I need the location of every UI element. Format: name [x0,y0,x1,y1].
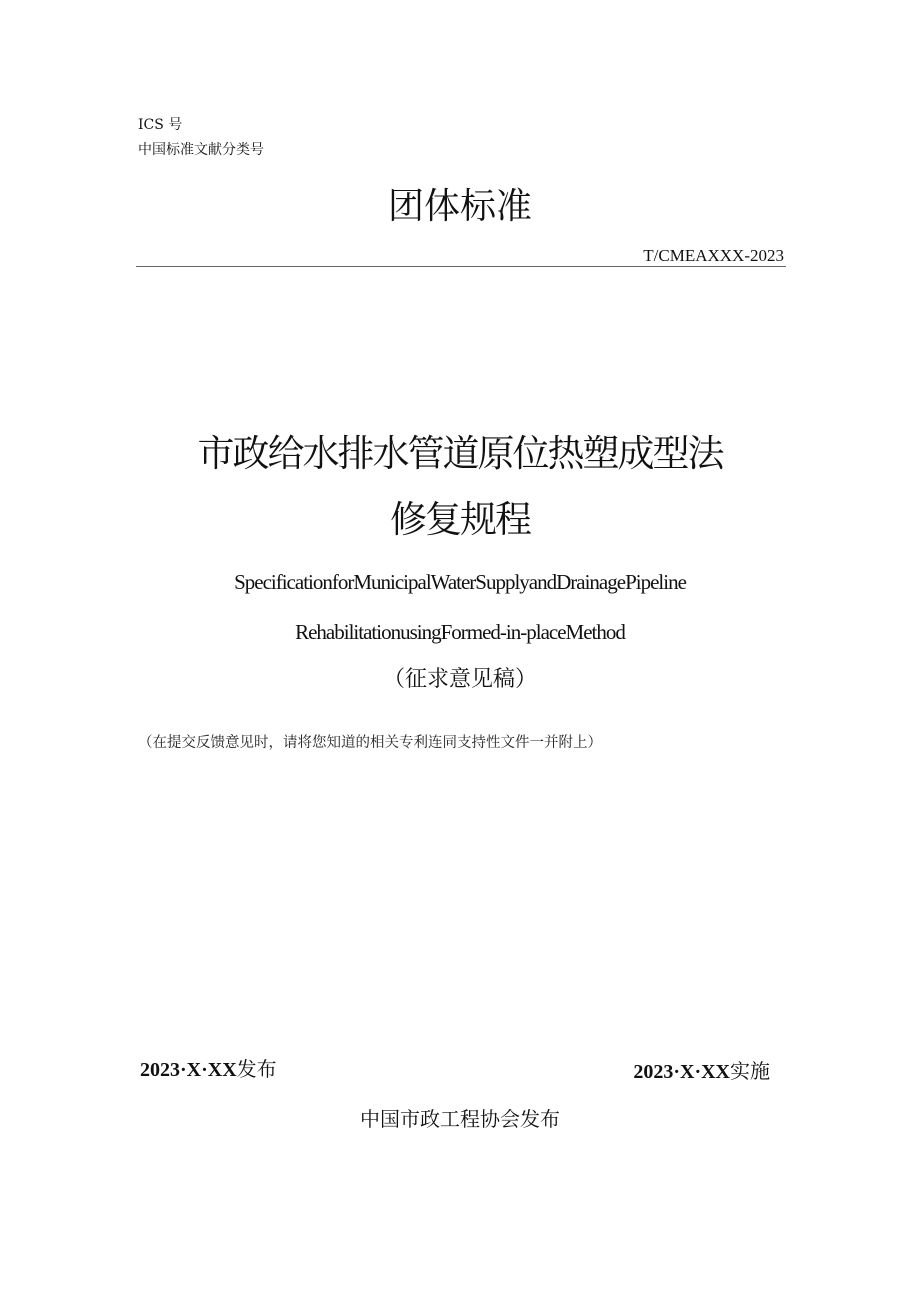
standard-type: 团体标准 [387,186,532,227]
title-en-line-2: RehabilitationusingFormed-in-placeMethod [295,620,625,644]
implementation-date [633,1058,770,1086]
issue-label: 发布 [236,1059,277,1081]
implementation-label: 实施 [730,1061,770,1083]
draft-status: （征求意见稿） [382,667,537,692]
title-en-line-1: SpecificationforMunicipalWaterSupplyandDrainagePipeline [234,570,686,594]
header-divider [136,266,786,267]
title-zh-line-2: 修复规程 [390,498,530,541]
issue-date [140,1056,277,1084]
issue-date-value: 2023·X·XX [140,1059,237,1081]
patent-note: （在提交反馈意见时，请将您知道的相关专利连同支持性文件一并附上） [138,735,602,751]
cn-classification-number: 中国标准文献分类号 [138,142,264,158]
ics-number: ICS 号 [138,117,183,133]
implementation-date-value: 2023·X·XX [633,1061,730,1083]
standard-number: T/CMEAXXX-2023 [643,246,784,265]
publisher: 中国市政工程协会发布 [360,1107,560,1131]
title-zh-line-1: 市政给水排水管道原位热塑成型法 [197,432,723,475]
